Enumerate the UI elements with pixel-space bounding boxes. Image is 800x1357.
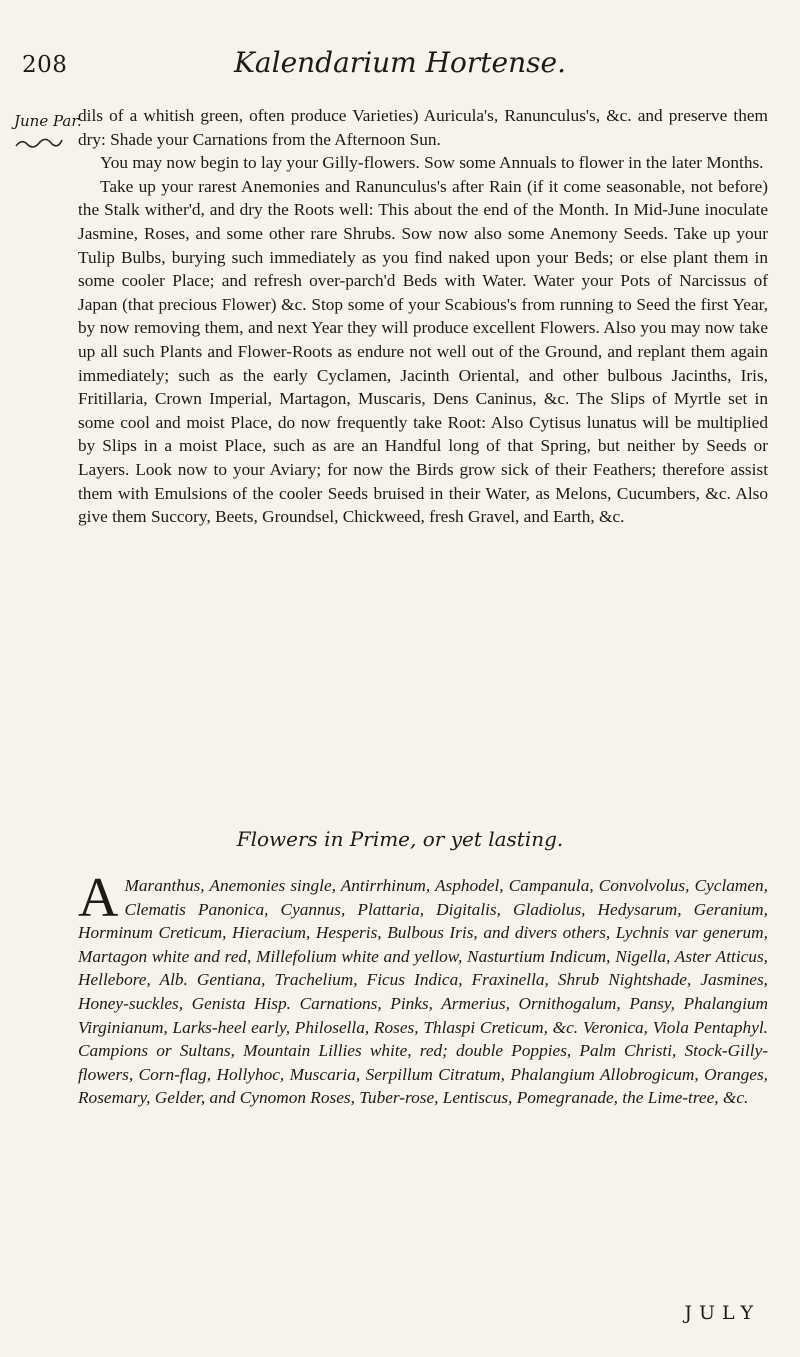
paragraph-2: You may now begin to lay your Gilly-flowers. Sow some Annuals to flower in the later Months. <box>100 153 764 173</box>
margin-note: June Par. <box>14 112 82 130</box>
drop-cap: A <box>78 867 119 929</box>
running-head: Kalendarium Hortense. <box>234 46 566 79</box>
catchword: JULY <box>684 1302 760 1324</box>
flower-list <box>78 867 768 1110</box>
flower-list-text: Maranthus, Anemonies single, Antirrhinum, Asphodel, Campanula, Convolvolus, Cyclamen, Clematis Panonica, Cyannus, Plattaria, Digitalis, Gladiolus, Hedysarum, Geranium, Horminum Creticum, Hieracium, Hesperis, Bulbous Iris, and divers others, Lychnis var generum, Martagon white and red, Millefolium white and yellow, Nasturtium Indicum, Nigella, Aster Atticus, Hellebore, Alb. Gentiana, Trachelium, Ficus Indica, Fraxinella, Shrub Nightshade, Jasmines, Honey-suckles, Genista Hisp. Carnations, Pinks, Armerius, Ornithogalum, Pansy, Phalangium Virginianum, Larks-heel early, Philosella, Roses, Thlaspi Creticum, &c. Veronica, Viola Pentaphyl. Campions or Sultans, Mountain Lillies white, red; double Poppies, Palm Christi, Stock-Gilly-flowers, Corn-flag, Hollyhoc, Muscaria, Serpillum Citratum, Phalangium Allobrogicum, Oranges, Rosemary, Gelder, and Cynomon Roses, Tuber-rose, Lentiscus, Pomegranade, the Lime-tree, &c. <box>78 876 768 1108</box>
margin-ornament <box>14 136 64 150</box>
paragraph-1: dils of a whitish green, often produce Varieties) Auricula's, Ranunculus's, &c. and preserve them dry: Shade your Carnations from the Afternoon Sun. <box>78 106 768 149</box>
page-number: 208 <box>22 52 68 78</box>
paragraph-3: Take up your rarest Anemonies and Ranunculus's after Rain (if it come seasonable, not before) the Stalk wither'd, and dry the Roots well: This about the end of the Month. In Mid-June inoculate Jasmine, Roses, and some other rare Shrubs. Sow now also some Anemony Seeds. Take up your Tulip Bulbs, burying such immediately as you find naked upon your Beds; or else plant them in some cooler Place; and refresh over-parch'd Beds with Water. Water your Pots of Narcissus of Japan (that precious Flower) &c. Stop some of your Scabious's from running to Seed the first Year, by now removing them, and next Year they will produce excellent Flowers. Also you may now take up all such Plants and Flower-Roots as endure not well out of the Ground, and replant them again immediately; such as the early Cyclamen, Jacinth Oriental, and other bulbous Jacinths, Iris, Fritillaria, Crown Imperial, Martagon, Muscaris, Dens Caninus, &c. The Slips of Myrtle set in some cool and moist Place, do now frequently take Root: Also Cytisus lunatus will be multiplied by Slips in a moist Place, such as are an Handful long of that Spring, but neither by Seeds or Layers. Look now to your Aviary; for now the Birds grow sick of their Feathers; therefore assist them with Emulsions of the cooler Seeds bruised in their Water, as Melons, Cucumbers, &c. Also give them Succory, Beets, Groundsel, Chickweed, fresh Gravel, and Earth, &c. <box>78 176 768 527</box>
section-title: Flowers in Prime, or yet lasting. <box>236 827 564 851</box>
body-text <box>78 104 768 529</box>
